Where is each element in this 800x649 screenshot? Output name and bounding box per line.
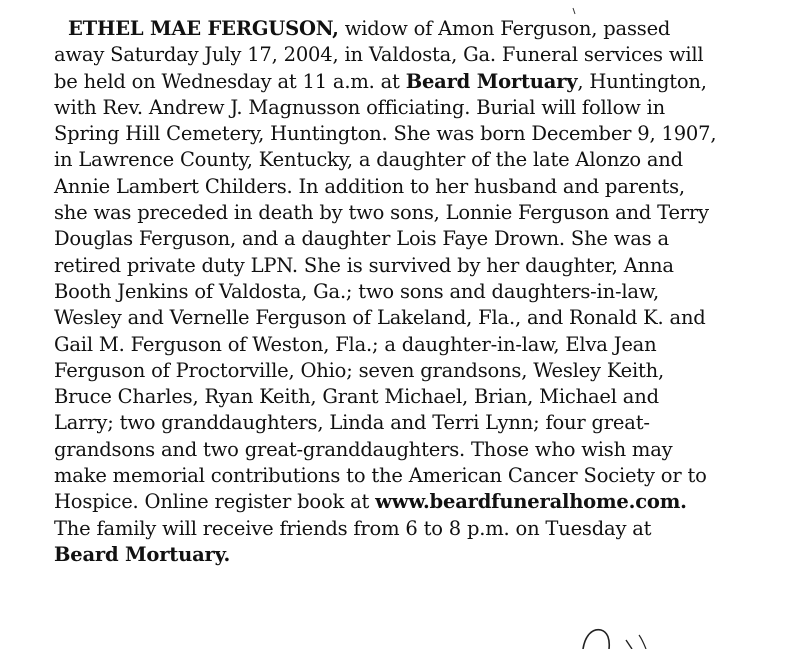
text-segment: Booth Jenkins of Valdosta, Ga.; two sons and daughters-in-law, — [54, 279, 659, 303]
text-segment: Spring Hill Cemetery, Huntington. She was born December 9, 1907, — [54, 122, 717, 146]
text-segment: make memorial contributions to the American Cancer Society or to — [54, 464, 707, 488]
text-segment: Hospice. Online register book at — [54, 490, 376, 514]
text-segment: widow of Amon Ferguson, passed — [338, 17, 671, 40]
text-segment: , Huntington, — [577, 69, 707, 93]
text-segment: away Saturday July 17, 2004, in Valdosta, Ga. Funeral services will — [54, 43, 704, 67]
bold-text-segment: www.beardfuneralhome.com. — [375, 490, 687, 514]
text-segment: Gail M. Ferguson of Weston, Fla.; a daughter-in-law, Elva Jean — [54, 332, 657, 356]
text-segment: with Rev. Andrew J. Magnusson officiating. Burial will follow in — [54, 95, 665, 119]
bold-text-segment: ETHEL MAE FERGUSON, — [68, 17, 339, 40]
bold-text-segment: Beard Mortuary. — [54, 542, 231, 566]
text-segment: grandsons and two great-granddaughters. Those who wish may — [54, 437, 673, 461]
text-segment: in Lawrence County, Kentucky, a daughter of the late Alonzo and — [54, 148, 683, 172]
text-segment: Ferguson of Proctorville, Ohio; seven grandsons, Wesley Keith, — [54, 358, 665, 382]
text-segment: Douglas Ferguson, and a daughter Lois Faye Drown. She was a — [54, 227, 669, 251]
bold-text-segment: Beard Mortuary — [405, 69, 578, 93]
pen-stroke-top — [573, 8, 575, 14]
text-segment: Bruce Charles, Ryan Keith, Grant Michael, Brian, Michael and — [54, 385, 659, 409]
text-segment: Larry; two granddaughters, Linda and Terri Lynn; four great- — [54, 411, 650, 435]
text-segment: Annie Lambert Childers. In addition to her husband and parents, — [54, 174, 685, 198]
text-segment: she was preceded in death by two sons, Lonnie Ferguson and Terry — [54, 201, 709, 225]
pen-stroke-dash — [639, 635, 646, 649]
pen-stroke-tick — [626, 640, 632, 649]
text-segment: retired private duty LPN. She is survived by her daughter, Anna — [54, 253, 674, 277]
text-segment: Wesley and Vernelle Ferguson of Lakeland, Fla., and Ronald K. and — [54, 306, 706, 330]
text-segment: The family will receive friends from 6 to 8 p.m. on Tuesday at — [54, 516, 652, 540]
text-segment: be held on Wednesday at 11 a.m. at — [54, 69, 406, 93]
pen-stroke-arc — [583, 630, 609, 649]
